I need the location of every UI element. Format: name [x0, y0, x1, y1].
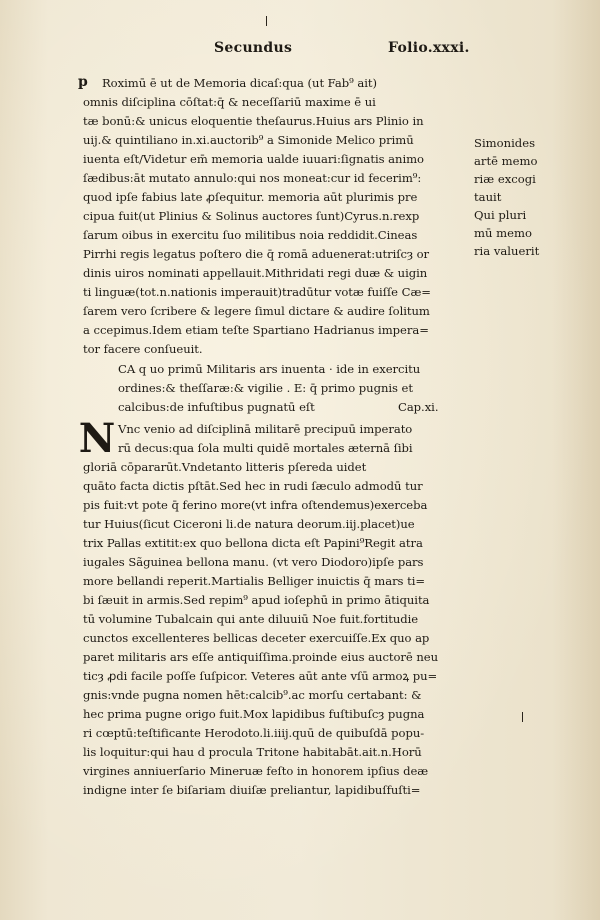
body-line: ti linguæ(tot.n.nationis imperauit)tradūtur votæ fuiſſe Cæ=	[83, 285, 431, 299]
margin-note: artē memo	[474, 154, 538, 168]
margin-note: riæ excogi	[474, 172, 536, 186]
body-line: iuenta eſt/Videtur em̄ memoria ualde iuuari:ſignatis animo	[83, 152, 424, 166]
chapter-line: rū decus:qua ſola multi quidē mortales æternā ſibi	[118, 441, 413, 455]
body-line: omnis diſciplina cōſtat:q̄ & neceſſariū maxime ē ui	[83, 95, 376, 109]
folio-number: Folio.xxxi.	[388, 40, 470, 56]
margin-note: mū memo	[474, 226, 532, 240]
chapter-line: tū volumine Tubalcain qui ante diluuiū Noe fuit.fortitudie	[83, 612, 419, 626]
chapter-line: Vnc venio ad diſciplinā militarē precipuū imperato	[118, 422, 413, 436]
body-line: Roximū ē ut de Memoria dicaſ:qua (ut Fab⁹ ait)	[102, 76, 377, 90]
body-line: ſædibus:āt mutato annulo:qui nos moneat:cur id fecerim⁹:	[83, 171, 422, 185]
running-title: Secundus	[214, 40, 293, 56]
chapter-line: ticȝ ꝓdi facile poſſe ſuſpicor. Veteres aūt ante vſū armoꝝ pu=	[83, 669, 438, 683]
margin-note: ria valuerit	[474, 244, 540, 258]
chapter-heading-line: ordines:& theſſaræ:& vigilie . E: q̄ primo pugnis et	[118, 381, 413, 395]
chapter-label: Cap.xi.	[398, 400, 439, 414]
chapter-line: gloriā cōpararūt.Vndetanto litteris pſereda uidet	[83, 460, 367, 474]
chapter-line: pis fuit:vt pote q̄ ferino more(vt infra oſtendemus)exerceba	[83, 498, 428, 512]
chapter-line: tur Huius(ſicut Ciceroni li.de natura deorum.iij.placet)ue	[83, 517, 415, 531]
chapter-line: bi ſæuit in armis.Sed repim⁹ apud ioſephū in primo ātiquita	[83, 593, 430, 607]
body-line: ſarum oibus in exercitu ſuo militibus noia reddidit.Cineas	[83, 228, 418, 242]
margin-note: Qui pluri	[474, 208, 527, 222]
margin-note: tauit	[474, 190, 502, 204]
body-line: Pirrhi regis legatus poſtero die q̄ romā aduenerat:utriſcȝ or	[83, 247, 430, 261]
body-line: dinis uiros nominati appellauit.Mithridati regi duæ & uigin	[83, 266, 428, 280]
body-line: quod ipſe fabius late ꝓſequitur. memoria aūt plurimis pre	[83, 190, 418, 204]
chapter-line: paret militaris ars eſſe antiquiſſima.proinde eius auctorē neu	[83, 650, 439, 664]
drop-cap: N	[78, 415, 116, 462]
body-line: a ccepimus.Idem etiam teſte Spartiano Hadrianus impera=	[83, 323, 429, 337]
ink-mark	[522, 712, 523, 722]
guide-letter: p	[78, 74, 88, 90]
chapter-line: hec prima pugne origo fuit.Mox lapidibus fuſtibuſcȝ pugna	[83, 707, 425, 721]
chapter-line: trix Pallas extitit:ex quo bellona dicta eſt Papini⁹Regit atra	[83, 536, 423, 550]
ink-mark	[266, 16, 267, 26]
body-line: uij.& quintiliano in.xi.auctorib⁹ a Simonide Melico primū	[83, 133, 414, 147]
body-line: tor facere conſueuit.	[83, 342, 203, 356]
chapter-heading-line: CA q uo primū Militaris ars inuenta · ide in exercitu	[118, 362, 421, 376]
body-line: tæ bonū:& unicus eloquentie theſaurus.Huius ars Plinio in	[83, 114, 424, 128]
chapter-line: lis loquitur:qui hau d procula Tritone habitabāt.ait.n.Horū	[83, 745, 422, 759]
chapter-line: ri cœptū:teſtificante Herodoto.li.iiij.quū de quibuſdā popu-	[83, 726, 425, 740]
body-line: cipua fuit(ut Plinius & Solinus auctores ſunt)Cyrus.n.rexp	[83, 209, 420, 223]
chapter-line: more bellandi reperit.Martialis Belliger inuictis q̄ mars ti=	[83, 574, 426, 588]
margin-note: Simonides	[474, 136, 536, 150]
chapter-line: gnis:vnde pugna nomen hēt:calcib⁹.ac morſu certabant: &	[83, 688, 422, 702]
chapter-line: virgines anniuerſario Mineruæ feſto in honorem ipſius deæ	[83, 764, 429, 778]
chapter-line: iugales Sãguinea bellona manu. (vt vero Diodoro)ipſe pars	[83, 555, 424, 569]
chapter-line: quāto facta dictis pſtāt.Sed hec in rudi ſæculo admodū tur	[83, 479, 423, 493]
chapter-heading-line: calcibus:de infuſtibus pugnatū eſt	[118, 400, 315, 414]
body-line: ſarem vero ſcribere & legere ſimul dictare & audire ſolitum	[83, 304, 430, 318]
chapter-line: indigne inter ſe biſariam diuiſæ preliantur, lapidibuſfuſti=	[83, 783, 421, 797]
chapter-line: cunctos excellenteres bellicas deceter exercuiſſe.Ex quo ap	[83, 631, 430, 645]
